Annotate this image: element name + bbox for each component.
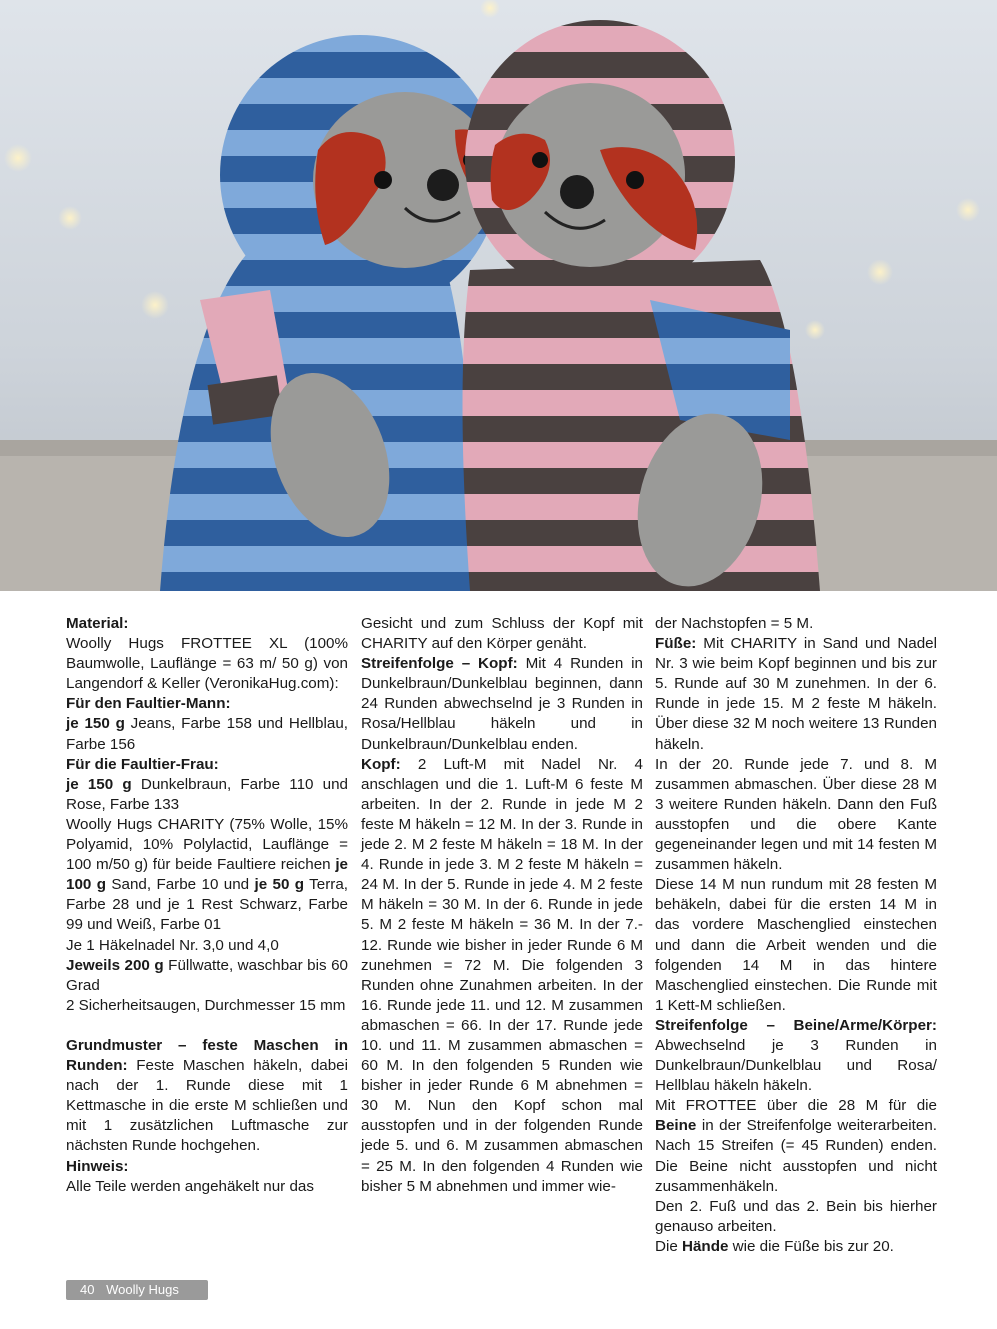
paragraph <box>361 755 643 1197</box>
bold-text: Beine <box>655 1117 697 1135</box>
body-text: wie die Füße bis zur 20. <box>728 1237 894 1255</box>
body-text: Mit FROTTEE über die 28 M für die <box>655 1097 937 1115</box>
paragraph <box>66 614 348 634</box>
paragraph <box>361 654 643 754</box>
body-text: Sand, Farbe 10 und <box>106 876 255 894</box>
body-text: Mit CHARITY in Sand und Nadel Nr. 3 wie beim Kopf beginnen und bis zur 5. Runde auf 30 M zunehmen. In der 6. Runde in jede 15. M 2 feste M häkeln. Über diese 32 M noch weitere 13 Runden häkeln. <box>655 635 937 753</box>
bold-text: je 150 g <box>66 775 132 793</box>
body-text: Die <box>655 1237 683 1255</box>
body-text: Diese 14 M nun rundum mit 28 festen M behäkeln, dabei für die ersten 14 M in das vordere Maschenglied einstechen und dann die Arbeit wenden und die folgenden 14 M in das hintere Maschenglied einstechen. Die Runde mit 1 Kett-M schließen. <box>655 876 937 1014</box>
bold-text: Jeweils 200 g <box>66 956 164 974</box>
body-text: Füllwatte, waschbar bis 60 Grad <box>66 956 348 994</box>
bold-text: je 100 g <box>66 856 348 894</box>
body-text: Den 2. Fuß und das 2. Bein bis hierher genauso arbeiten. <box>655 1197 937 1235</box>
body-text: der Nachstopfen = 5 M. <box>655 615 814 632</box>
paragraph <box>655 1016 937 1096</box>
paragraph <box>361 614 643 654</box>
paragraph <box>66 714 348 754</box>
body-text: Feste Maschen häkeln, dabei nach der 1. Runde diese mit 1 Kettmasche in die erste M schließen und mit 1 zusätzlichen Luftmasche zur nächsten Runde hochgehen. <box>66 1057 348 1155</box>
body-text: In der 20. Runde jede 7. und 8. M zusammen abmaschen. Über diese 28 M 3 weitere Runden häkeln. Dann den Fuß ausstopfen und die obere Kante gegeneinander legen und mit 14 festen M zusammen häkeln. <box>655 755 937 874</box>
body-text: Woolly Hugs FROTTEE XL (100% Baumwolle, Lauflänge = 63 m/ 50 g) von Langendorf & Keller (VeronikaHug.com): <box>66 635 348 693</box>
body-text: Dunkelbraun, Farbe 110 und Rose, Farbe 133 <box>66 775 348 813</box>
paragraph <box>66 1177 348 1197</box>
bold-text: Hände <box>682 1237 729 1255</box>
magazine-name: Woolly Hugs <box>106 1282 179 1297</box>
bold-text: Für den Faultier-Mann: <box>66 695 231 713</box>
paragraph <box>655 755 937 876</box>
paragraph <box>655 875 937 1016</box>
text-column-1 <box>66 614 348 1197</box>
bold-text: Kopf: <box>361 755 401 773</box>
paragraph <box>66 694 348 714</box>
bold-text: Füße: <box>655 635 697 653</box>
paragraph <box>66 1016 348 1036</box>
paragraph <box>66 755 348 775</box>
bold-text: Für die Faultier-Frau: <box>66 755 219 773</box>
body-text: Jeans, Farbe 158 und Hellblau, Farbe 156 <box>66 715 348 753</box>
bold-text: je 50 g <box>254 876 305 894</box>
body-text: in der Streifenfolge weiterarbeiten. Nach 15 Streifen (= 45 Runden) enden. Die Beine nicht ausstopfen und nicht zusammenhäkeln. <box>655 1117 937 1195</box>
body-text: 2 Luft-M mit Nadel Nr. 4 anschlagen und die 1. Luft-M 6 feste M arbeiten. In der 2. Runde in jede M 2 feste M häkeln = 12 M. In der 3. Runde in jede 2. M 2 feste M häkeln = 18 M. In der 4. Runde in jede 3. M 2 feste M häkeln = 24 M. In der 5. Runde in jede 4. M 2 feste M häkeln = 30 M. In der 6. Runde in jede 5. M 2 feste M häkeln = 36 M. In der 7.- 12. Runde wie bisher in jeder Runde 6 M zunehmen = 72 M. Die folgenden 3 Runden ohne Zunahmen arbeiten. In der 16. Runde jede 11. und 12. M zusammen abmaschen = 66. In der 17. Runde jede 10. und 11. M zusammen abmaschen = 60 M. In den folgenden 5 Runden wie bisher in jeder Runde 6 M abnehmen = 30 M. Nun den Kopf schon mal ausstopfen und in der folgenden Runde jede 5. und 6. M zusammen abmaschen = 25 M. In den folgenden 4 Runden wie bisher 5 M abnehmen und immer wie- <box>361 755 643 1195</box>
paragraph <box>655 1096 937 1196</box>
body-text: Alle Teile werden angehäkelt nur das <box>66 1177 314 1195</box>
paragraph <box>66 1036 348 1157</box>
paragraph <box>66 956 348 996</box>
bold-text: Grundmuster – feste Maschen in Runden: <box>66 1036 348 1075</box>
sloth-photo <box>0 0 997 591</box>
bold-text: Material: <box>66 615 129 632</box>
paragraph <box>66 1157 348 1177</box>
body-text: Mit 4 Runden in Dunkelbraun/Dunkelblau beginnen, dann 24 Runden abwechselnd je 3 Runden in Rosa/Hellblau häkeln und in Dunkelbraun/Dunkelblau enden. <box>361 655 643 753</box>
bold-text: je 150 g <box>66 715 125 733</box>
paragraph <box>66 775 348 815</box>
body-text: Woolly Hugs CHARITY (75% Wolle, 15% Polyamid, 10% Polylactid, Lauflänge = 100 m/50 g) für beide Faultiere reichen <box>66 815 348 874</box>
paragraph <box>655 634 937 755</box>
paragraph <box>66 996 348 1016</box>
text-column-3 <box>655 614 937 1257</box>
bold-text: Streifenfolge – Beine/Arme/Körper: <box>655 1016 937 1034</box>
body-text: Je 1 Häkelnadel Nr. 3,0 und 4,0 <box>66 936 279 954</box>
paragraph <box>66 634 348 694</box>
paragraph <box>66 815 348 936</box>
body-text: 2 Sicherheitsaugen, Durchmesser 15 mm <box>66 996 346 1014</box>
paragraph <box>655 614 937 634</box>
body-text: Abwechselnd je 3 Runden in Dunkelbraun/Dunkelblau und Rosa/ Hellblau häkeln häkeln. <box>655 1036 937 1095</box>
body-text: Terra, Farbe 28 und je 1 Rest Schwarz, Farbe 99 und Weiß, Farbe 01 <box>66 876 348 934</box>
text-column-2 <box>361 614 643 1197</box>
bold-text: Streifenfolge – Kopf: <box>361 655 518 673</box>
body-text: Gesicht und zum Schluss der Kopf mit CHARITY auf den Körper genäht. <box>361 615 643 653</box>
paragraph <box>655 1237 937 1257</box>
bold-text: Hinweis: <box>66 1157 129 1175</box>
page-footer <box>66 1280 208 1300</box>
paragraph <box>655 1197 937 1237</box>
page-number: 40 <box>80 1282 95 1297</box>
paragraph <box>66 936 348 956</box>
